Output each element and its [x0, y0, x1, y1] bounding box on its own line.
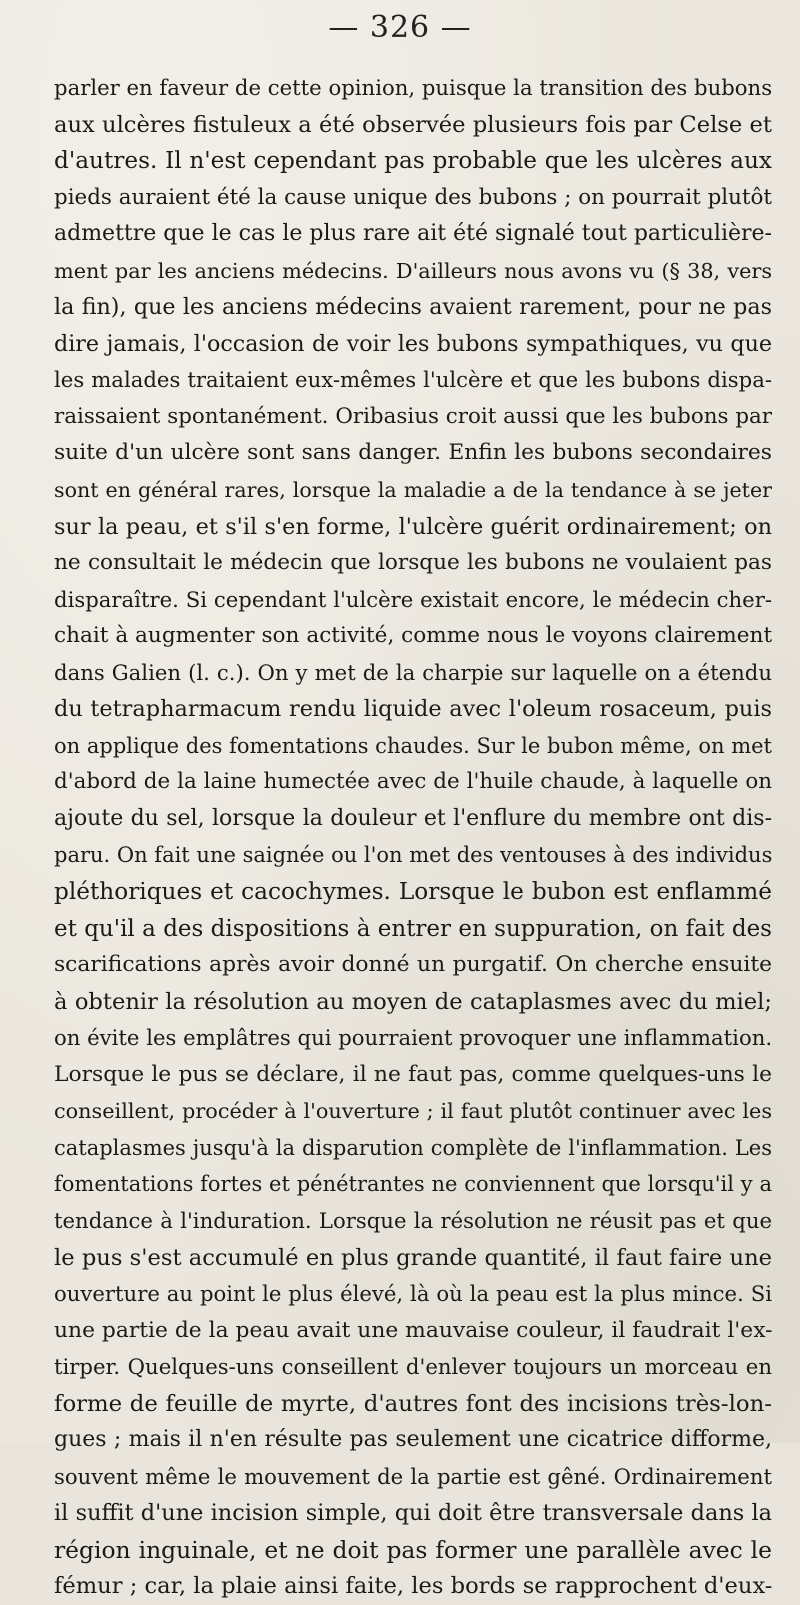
text-line: il suffit d'une incision simple, qui doit être transversale dans la	[54, 1500, 772, 1527]
text-line: d'abord de la laine humectée avec de l'huile chaude, à laquelle on	[54, 769, 772, 795]
text-line: gues ; mais il n'en résulte pas seulement une cicatrice difforme,	[54, 1427, 772, 1453]
text-line: fomentations fortes et pénétrantes ne conviennent que lorsqu'il y a	[54, 1172, 772, 1197]
text-line: la fin), que les anciens médecins avaient rarement, pour ne pas	[54, 294, 772, 321]
text-line: du tetrapharmacum rendu liquide avec l'oleum rosaceum, puis	[54, 696, 772, 723]
text-line: tendance à l'induration. Lorsque la résolution ne réusit pas et que	[54, 1207, 772, 1233]
text-line: Lorsque le pus se déclare, il ne faut pas, comme quelques-uns le	[54, 1061, 772, 1087]
text-line: on applique des fomentations chaudes. Sur le bubon même, on met	[54, 733, 772, 758]
text-line: ajoute du sel, lorsque la douleur et l'enflure du membre ont dis-	[54, 805, 772, 831]
text-line: une partie de la peau avait une mauvaise couleur, il faudrait l'ex-	[54, 1317, 773, 1343]
text-line: le pus s'est accumulé en plus grande quantité, il faut faire une	[54, 1244, 772, 1271]
text-line: admettre que le cas le plus rare ait été signalé tout particulière-	[54, 221, 772, 247]
text-line: aux ulcères fistuleux a été observée plusieurs fois par Celse et	[54, 111, 772, 138]
text-line: les malades traitaient eux-mêmes l'ulcère et que les bubons dispa-	[54, 367, 772, 393]
text-line: ne consultait le médecin que lorsque les bubons ne voulaient pas	[54, 550, 772, 576]
text-line: sont en général rares, lorsque la maladie a de la tendance à se jeter	[54, 478, 772, 503]
text-line: d'autres. Il n'est cependant pas probable que les ulcères aux	[54, 147, 772, 175]
text-line: chait à augmenter son activité, comme nous le voyons clairement	[54, 623, 773, 649]
text-line: tirper. Quelques-uns conseillent d'enlever toujours un morceau en	[54, 1354, 772, 1380]
text-line: forme de feuille de myrte, d'autres font des incisions très-lon-	[54, 1390, 772, 1417]
text-line: cataplasmes jusqu'à la disparution complète de l'inflammation. Les	[54, 1135, 772, 1160]
text-line: ment par les anciens médecins. D'ailleurs nous avons vu (§ 38, vers	[54, 258, 772, 283]
text-line: on évite les emplâtres qui pourraient provoquer une inflammation.	[54, 1025, 773, 1051]
text-line: conseillent, procéder à l'ouverture ; il faut plutôt continuer avec les	[54, 1099, 772, 1124]
text-line: dans Galien (l. c.). On y met de la charpie sur laquelle on a étendu	[54, 659, 772, 685]
text-line: à obtenir la résolution au moyen de cataplasmes avec du miel;	[54, 988, 772, 1015]
text-line: région inguinale, et ne doit pas former une parallèle avec le	[54, 1535, 772, 1564]
page-number: — 326 —	[328, 10, 472, 45]
text-line: scarifications après avoir donné un purgatif. On cherche ensuite	[54, 952, 772, 978]
text-line: pléthoriques et cacochymes. Lorsque le bubon est enflammé	[54, 878, 772, 906]
text-line: sur la peau, et s'il s'en forme, l'ulcère guérit ordinairement; on	[54, 513, 772, 540]
text-line: pieds auraient été la cause unique des bubons ; on pourrait plutôt	[54, 184, 772, 210]
text-line: raissaient spontanément. Oribasius croit aussi que les bubons par	[54, 403, 772, 429]
text-line: souvent même le mouvement de la partie est gêné. Ordinairement	[54, 1463, 772, 1489]
body-paragraph	[54, 70, 772, 1605]
text-line: disparaître. Si cependant l'ulcère existait encore, le médecin cher-	[54, 586, 772, 612]
text-line: fémur ; car, la plaie ainsi faite, les bords se rapprochent d'eux-	[54, 1573, 773, 1600]
text-line: ouverture au point le plus élevé, là où la peau est la plus mince. Si	[54, 1281, 772, 1307]
text-line: dire jamais, l'occasion de voir les bubons sympathiques, vu que	[54, 330, 772, 357]
text-line: paru. On fait une saignée ou l'on met des ventouses à des individus	[54, 843, 773, 868]
text-line: parler en faveur de cette opinion, puisque la transition des bubons	[54, 75, 773, 100]
text-line: et qu'il a des dispositions à entrer en suppuration, on fait des	[54, 915, 772, 942]
text-line: suite d'un ulcère sont sans danger. Enfin les bubons secondaires	[54, 440, 772, 466]
